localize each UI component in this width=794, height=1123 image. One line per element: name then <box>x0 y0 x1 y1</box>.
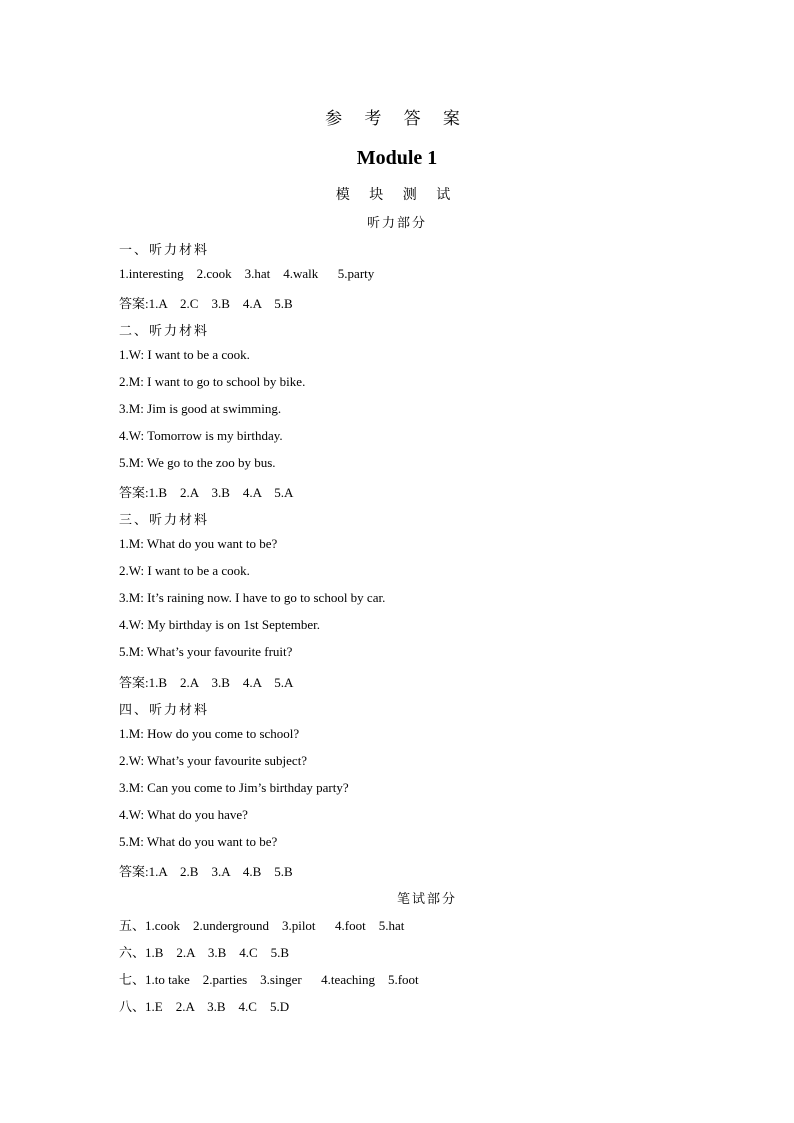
section-3-line-5: 5.M: What’s your favourite fruit? <box>119 644 293 659</box>
section-4-line-1: 1.M: How do you come to school? <box>119 726 300 741</box>
section-4-line-5: 5.M: What do you want to be? <box>119 834 278 849</box>
section-4-line-3: 3.M: Can you come to Jim’s birthday party? <box>119 780 349 795</box>
section-2-line-3: 3.M: Jim is good at swimming. <box>119 401 282 416</box>
section-3-line-4: 4.W: My birthday is on 1st September. <box>119 617 320 632</box>
section-4-line-4: 4.W: What do you have? <box>119 807 248 822</box>
section-2-line-4: 4.W: Tomorrow is my birthday. <box>119 428 283 443</box>
writing-line-5: 五、1.cook 2.underground 3.pilot 4.foot 5.hat <box>119 918 405 933</box>
writing-line-7: 七、1.to take 2.parties 3.singer 4.teaching 5.foot <box>119 972 419 987</box>
section-2-line-1: 1.W: I want to be a cook. <box>119 347 250 362</box>
section-1-answer: 答案:1.A 2.C 3.B 4.A 5.B <box>119 296 293 311</box>
section-1-heading: 一、听力材料 <box>119 242 210 257</box>
section-2-line-5: 5.M: We go to the zoo by bus. <box>119 455 276 470</box>
section-3-line-2: 2.W: I want to be a cook. <box>119 563 250 578</box>
section-3-line-3: 3.M: It’s raining now. I have to go to school by car. <box>119 590 386 605</box>
section-2-line-2: 2.M: I want to go to school by bike. <box>119 374 306 389</box>
section-3-answer: 答案:1.B 2.A 3.B 4.A 5.A <box>119 675 294 690</box>
section-2-answer: 答案:1.B 2.A 3.B 4.A 5.A <box>119 485 294 500</box>
section-3-line-1: 1.M: What do you want to be? <box>119 536 278 551</box>
section-3-heading: 三、听力材料 <box>119 512 210 527</box>
module-test-title: 模 块 测 试 <box>335 188 459 203</box>
module-title: Module 1 <box>356 147 438 169</box>
writing-section-title: 笔试部分 <box>397 891 458 906</box>
section-2-heading: 二、听力材料 <box>119 323 210 338</box>
section-4-answer: 答案:1.A 2.B 3.A 4.B 5.B <box>119 864 293 879</box>
section-4-line-2: 2.W: What’s your favourite subject? <box>119 753 308 768</box>
page-title: 参 考 答 案 <box>325 109 469 128</box>
listening-section-title: 听力部分 <box>366 215 427 230</box>
section-1-line-1: 1.interesting 2.cook 3.hat 4.walk 5.party <box>119 266 375 281</box>
writing-line-8: 八、1.E 2.A 3.B 4.C 5.D <box>119 999 290 1014</box>
writing-line-6: 六、1.B 2.A 3.B 4.C 5.B <box>119 945 290 960</box>
section-4-heading: 四、听力材料 <box>119 702 210 717</box>
